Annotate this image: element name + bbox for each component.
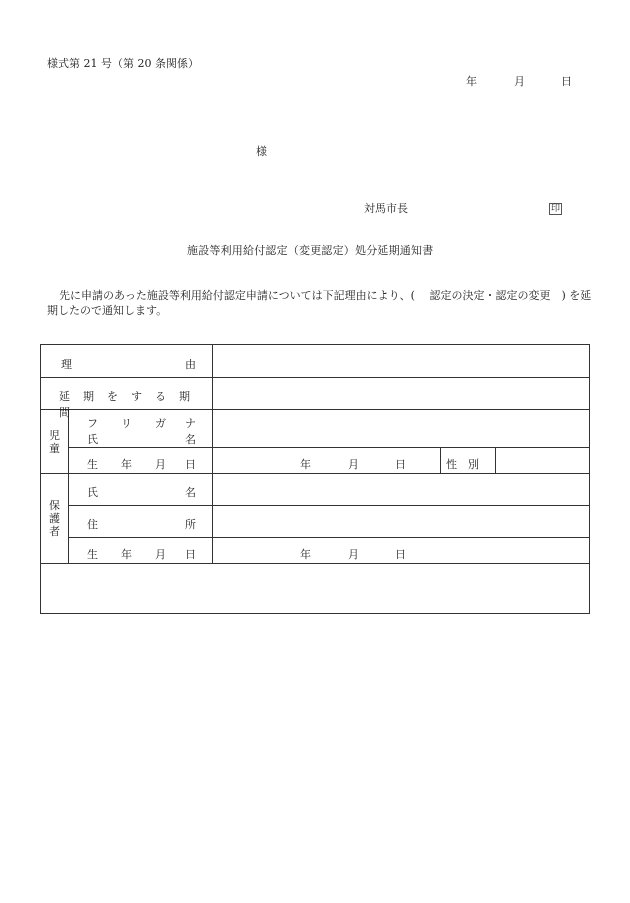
- guardian-address-a: 住: [87, 518, 98, 531]
- reason-label-b: 由: [185, 358, 196, 371]
- row-remarks: [41, 564, 590, 614]
- row-child-dob: [41, 448, 590, 474]
- child-name-a: 氏: [87, 433, 98, 446]
- furigana-char-3: ガ: [155, 417, 166, 430]
- child-dob-day: 日: [395, 458, 406, 471]
- furigana-char-2: リ: [121, 417, 132, 430]
- guardian-group-char-2: 護: [49, 512, 60, 525]
- child-dob-char-1: 生: [87, 458, 98, 471]
- guardian-name-label: [69, 474, 213, 506]
- row-guardian-address: [41, 506, 590, 538]
- guardian-dob-char-4: 日: [185, 548, 196, 561]
- guardian-group-label: [41, 474, 69, 564]
- guardian-name-b: 名: [185, 486, 196, 499]
- notice-form-table: [40, 344, 590, 614]
- child-dob-char-3: 月: [155, 458, 166, 471]
- reason-label-a: 理: [61, 358, 72, 371]
- row-guardian-dob: [41, 538, 590, 564]
- child-dob-char-2: 年: [121, 458, 132, 471]
- child-group-char-1: 児: [49, 428, 60, 442]
- document-title: 施設等利用給付認定（変更認定）処分延期通知書: [187, 244, 434, 257]
- furigana-char-4: ナ: [185, 417, 196, 430]
- header-date-year: 年: [466, 75, 477, 88]
- furigana-char-1: フ: [87, 417, 98, 430]
- header-date-day: 日: [561, 75, 572, 88]
- addressee-suffix: 様: [256, 145, 267, 158]
- sex-label: [441, 448, 496, 474]
- guardian-address-b: 所: [185, 518, 196, 531]
- guardian-dob-year: 年: [300, 548, 311, 561]
- guardian-group-char-3: 者: [49, 525, 60, 538]
- guardian-address-label: [69, 506, 213, 538]
- guardian-dob-char-3: 月: [155, 548, 166, 561]
- remarks-field[interactable]: [41, 564, 590, 614]
- document-body: 先に申請のあった施設等利用給付認定申請については下記理由により、( 認定の決定・認定の変更 ) を延期したので通知します。: [47, 289, 592, 317]
- row-guardian-name: [41, 474, 590, 506]
- child-dob-field[interactable]: [213, 448, 441, 474]
- period-field[interactable]: [213, 378, 590, 410]
- sex-field[interactable]: [496, 448, 590, 474]
- reason-field[interactable]: [213, 345, 590, 378]
- child-dob-label: [69, 448, 213, 474]
- row-child-name: [41, 410, 590, 448]
- row-period: [41, 378, 590, 410]
- child-furigana-name-label: [69, 410, 213, 448]
- child-group-char-2: 童: [49, 441, 60, 455]
- child-name-b: 名: [185, 433, 196, 446]
- sex-label-text: 性 別: [446, 458, 479, 471]
- guardian-dob-day: 日: [395, 548, 406, 561]
- period-label-text: 延 期 を す る 期 間: [59, 390, 203, 419]
- reason-label: [41, 345, 213, 378]
- guardian-dob-field[interactable]: [213, 538, 590, 564]
- child-name-field[interactable]: [213, 410, 590, 448]
- form-number: 様式第 21 号（第 20 条関係）: [47, 57, 199, 70]
- guardian-group-char-1: 保: [49, 499, 60, 512]
- row-reason: [41, 345, 590, 378]
- guardian-dob-label: [69, 538, 213, 564]
- guardian-dob-month: 月: [348, 548, 359, 561]
- sender-title: 対馬市長: [364, 202, 408, 215]
- guardian-name-field[interactable]: [213, 474, 590, 506]
- child-dob-year: 年: [300, 458, 311, 471]
- child-dob-char-4: 日: [185, 458, 196, 471]
- seal-mark: 印: [551, 204, 561, 214]
- guardian-address-field[interactable]: [213, 506, 590, 538]
- guardian-name-a: 氏: [87, 486, 98, 499]
- guardian-dob-char-2: 年: [121, 548, 132, 561]
- child-dob-month: 月: [348, 458, 359, 471]
- period-label: [41, 378, 213, 419]
- header-date-month: 月: [514, 75, 525, 88]
- guardian-dob-char-1: 生: [87, 548, 98, 561]
